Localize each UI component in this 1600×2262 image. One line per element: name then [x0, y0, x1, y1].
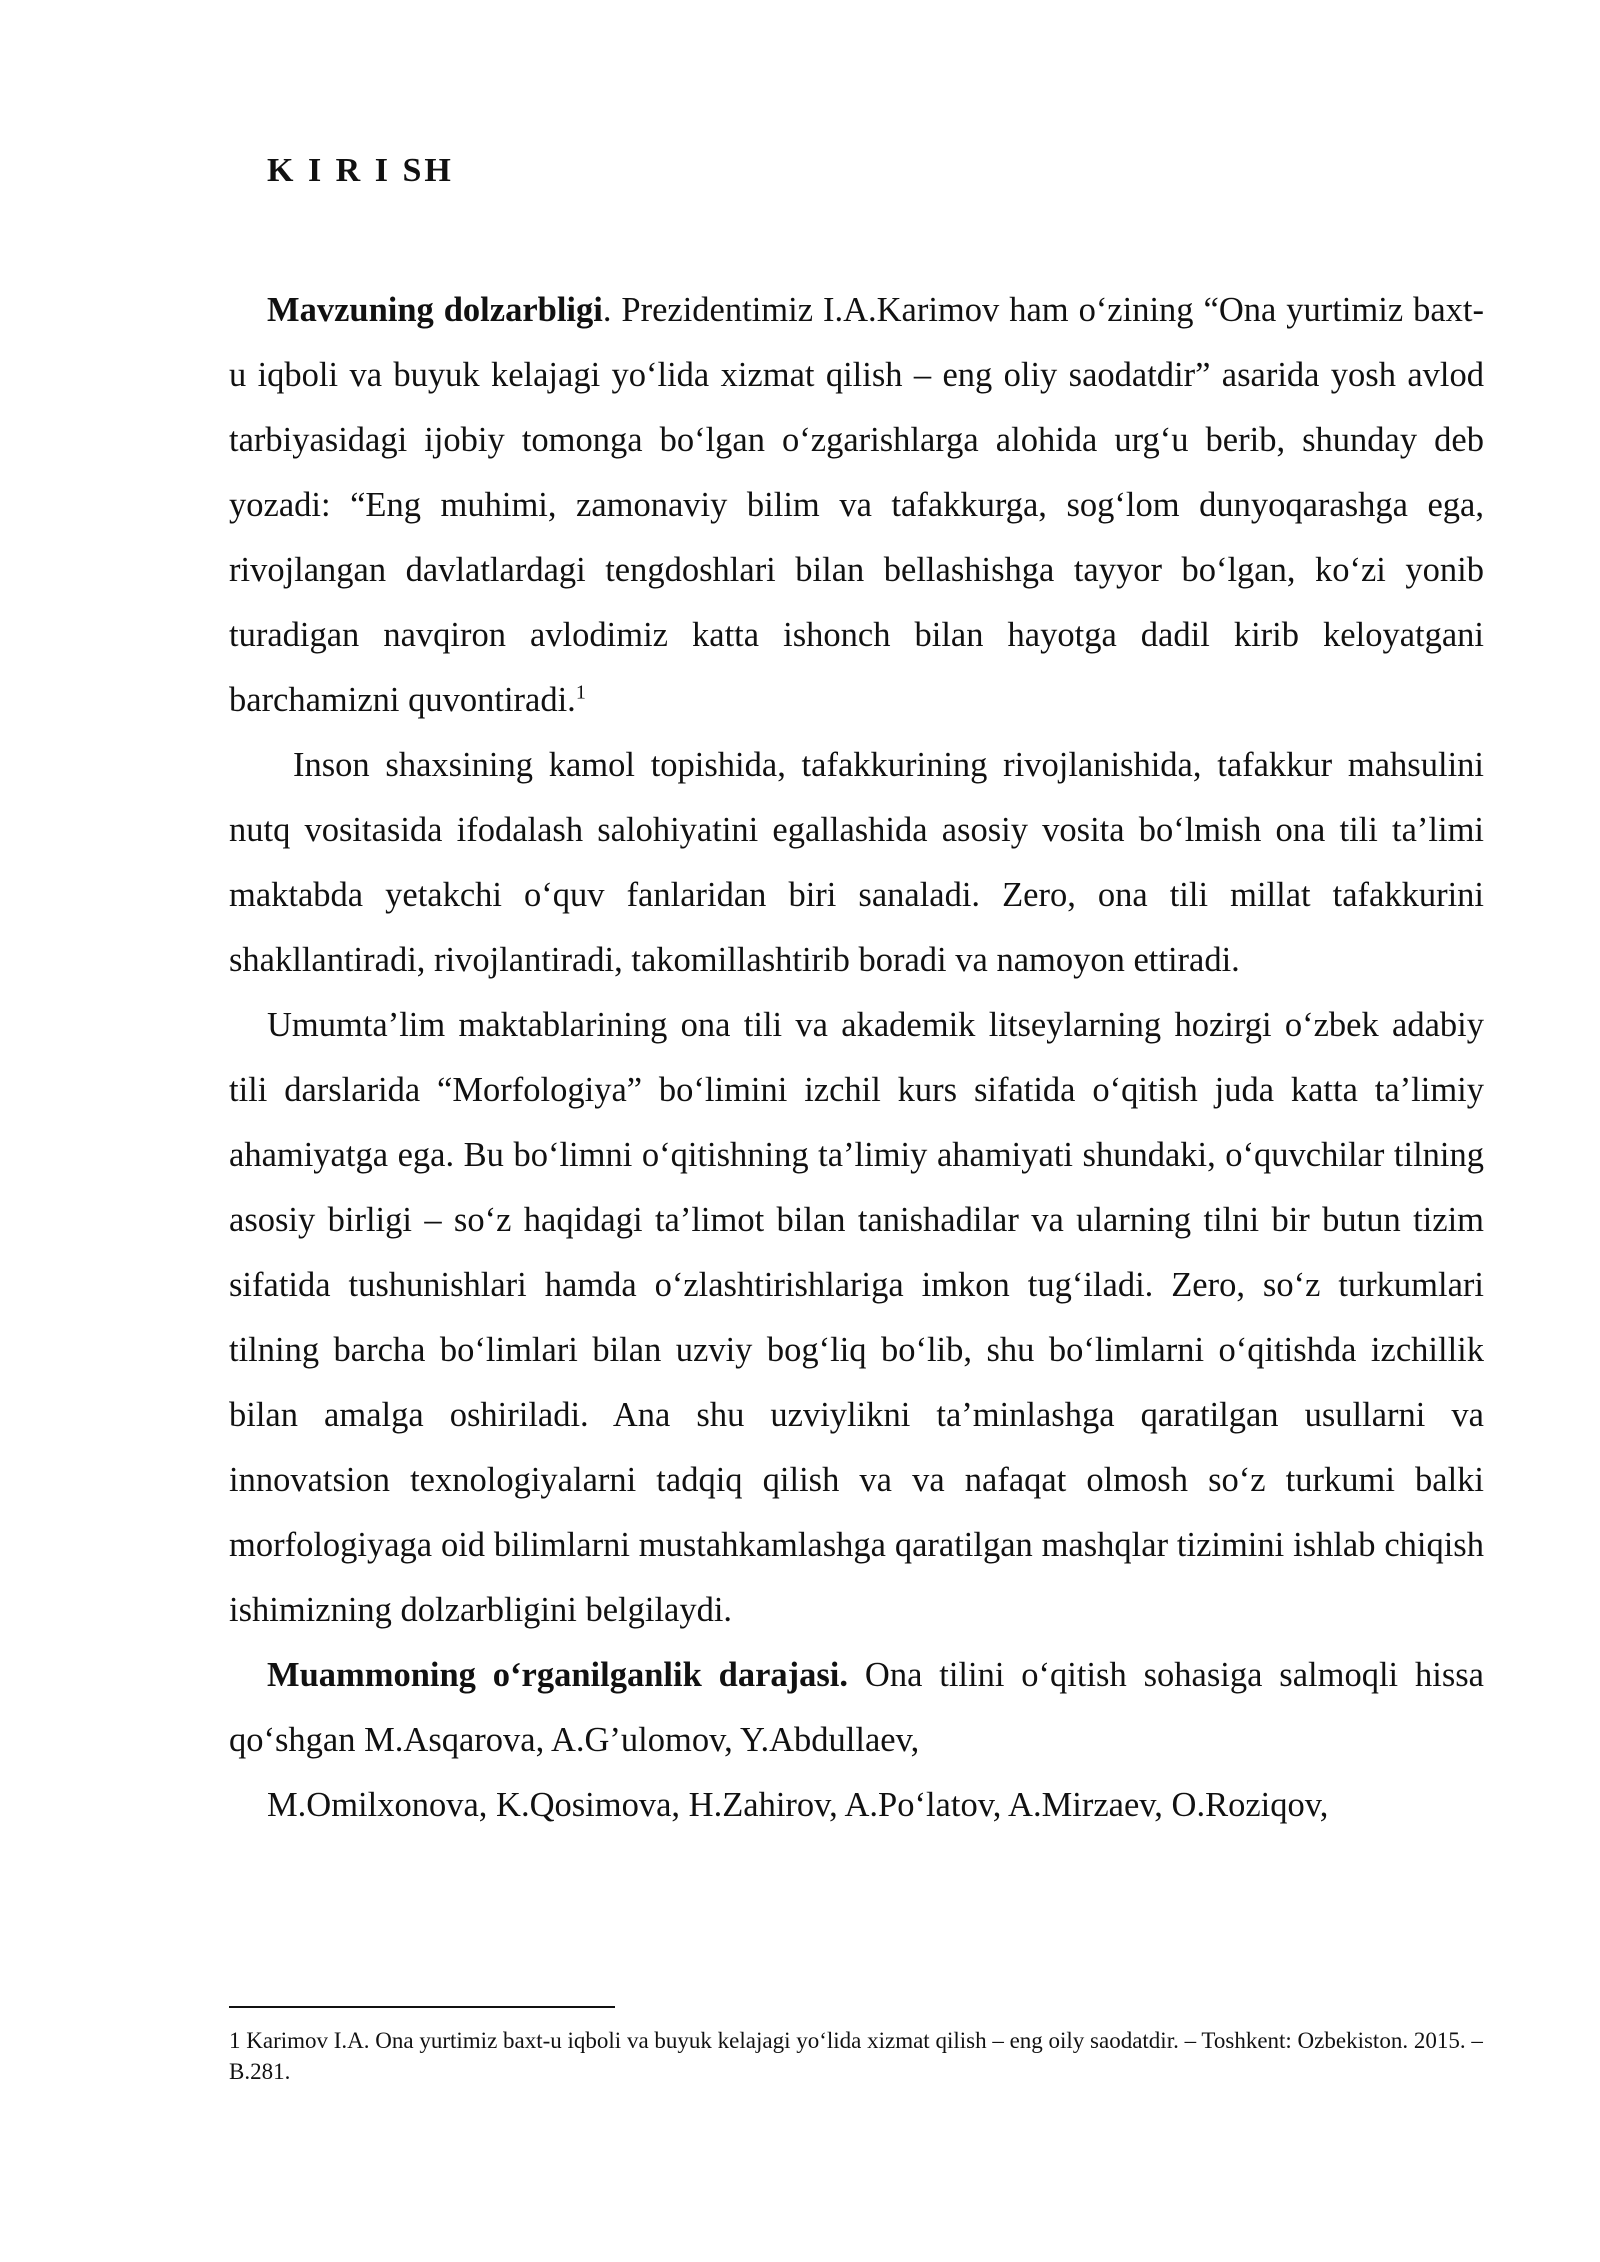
paragraph-morphology: Umumta’lim maktablarining ona tili va akademik litseylarning hozirgi o‘zbek adabiy tili darslarida “Morfologiya” bo‘limini izchil kurs sifatida o‘qitish juda katta ta’limiy ahamiyatga ega. Bu bo‘limni o‘qitishning ta’limiy ahamiyati shundaki, o‘quvchilar tilning asosiy birligi – so‘z haqidagi ta’limot bilan tanishadilar va ularning tilni bir butun tizim sifatida tushunishlari hamda o‘zlashtirishlariga imkon tug‘iladi. Zero, so‘z turkumlari tilning barcha bo‘limlari bilan uzviy bog‘liq bo‘lib, shu bo‘limlarni o‘qitishda izchillik bilan amalga oshiriladi. Ana shu uzviylikni ta’minlashga qaratilgan usullarni va innovatsion texnologiyalarni tadqiq qilish va va nafaqat olmosh so‘z turkumi balki morfologiyaga oid bilimlarni mustahkamlashga qaratilgan mashqlar tizimini ishlab chiqish ishimizning dolzarbligini belgilaydi.: [229, 1006, 1484, 1629]
paragraph-authors: M.Omilxonova, K.Qosimova, H.Zahirov, A.Po‘latov, A.Mirzaev, O.Roziqov,: [267, 1786, 1329, 1824]
footnote-divider: [229, 2006, 615, 2008]
section-title-research-level: Muammoning o‘rganilganlik darajasi.: [267, 1656, 849, 1694]
paragraph-native-language: Inson shaxsining kamol topishida, tafakkurining rivojlanishida, tafakkur mahsulini nutq vositasida ifodalash salohiyatini egallashida asosiy vosita bo‘lmish ona tili ta’limi maktabda yetakchi o‘quv fanlaridan biri sanaladi. Zero, ona tili millat tafakkurini shakllantiradi, rivojlantiradi, takomillashtirib boradi va namoyon ettiradi.: [229, 746, 1484, 979]
paragraph-relevance-text: Prezidentimiz I.A.Karimov ham o‘zining “Ona yurtimiz baxt-u iqboli va buyuk kelajagi yo‘lida xizmat qilish – eng oliy saodatdir” asarida yosh avlod tarbiyasidagi ijobiy tomonga bo‘lgan o‘zgarishlarga alohida urg‘u berib, shunday deb yozadi: “Eng muhimi, zamonaviy bilim va tafakkurga, sog‘lom dunyoqarashga ega, rivojlangan davlatlardagi tengdoshlari bilan bellashishga tayyor bo‘lgan, ko‘zi yonib turadigan navqiron avlodimiz katta ishonch bilan hayotga dadil kirib keloyatgani barchamizni quvontiradi.: [229, 291, 1484, 719]
footnote-reference[interactable]: 1: [575, 681, 586, 704]
footnote-text: 1 Karimov I.A. Ona yurtimiz baxt-u iqboli va buyuk kelajagi yo‘lida xizmat qilish – eng oily saodatdir. – Toshkent: Ozbekiston. 2015. –B.281.: [229, 2028, 1483, 2084]
section-title-relevance: Mavzuning dolzarbligi: [267, 291, 603, 329]
section-title-punct: .: [602, 291, 612, 329]
document-body: [229, 278, 1484, 1838]
paragraph-relevance: [229, 278, 1484, 733]
page-heading: K I R I SH: [267, 152, 454, 189]
paragraph-research-level: [229, 1643, 1484, 1773]
paragraph-research-level-text: Ona tilini o‘qitish sohasiga salmoqli hissa qo‘shgan M.Asqarova, A.G’ulomov, Y.Abdullaev,: [229, 1656, 1484, 1759]
